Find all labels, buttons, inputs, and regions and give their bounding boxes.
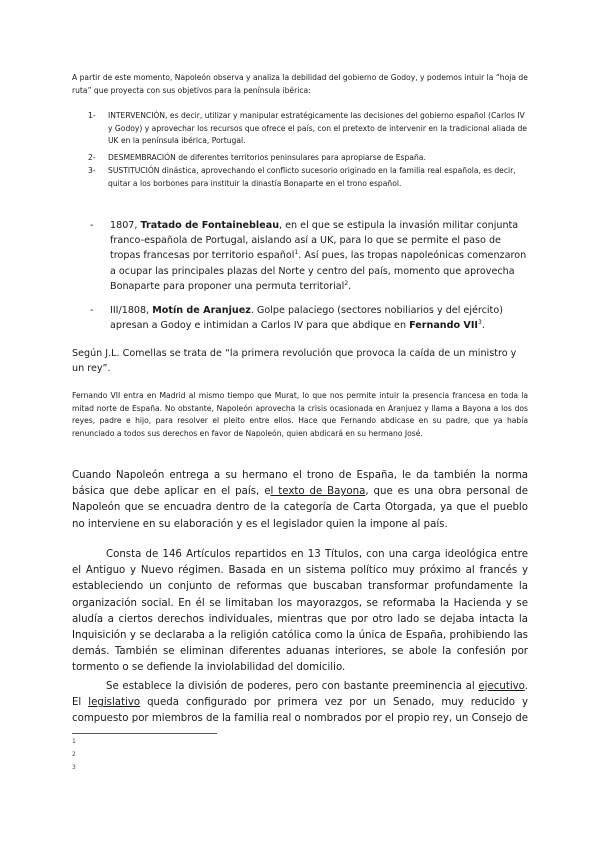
quote-paragraph: Según J.L. Comellas se trata de “la primera revolución que provoca la caída de un ministro y un rey”. [72, 348, 517, 375]
footnote-ref[interactable]: 3 [478, 319, 482, 327]
footnote-ref[interactable]: 2 [344, 279, 349, 287]
footnote-number: 1 [72, 738, 76, 745]
event-title: Tratado de Fontainebleau [140, 220, 280, 231]
bayona-link[interactable]: l texto de Bayona [270, 486, 366, 498]
footnote-separator [72, 733, 217, 734]
intro-paragraph: A partir de este momento, Napoleón observa y analiza la debilidad del gobierno de Godoy, y podemos intuir la “hoja de ruta” que proyecta con sus objetivos para la península ibérica: [72, 73, 528, 95]
ejecutivo-link[interactable]: ejecutivo [478, 681, 525, 692]
small-paragraph: Fernando VII entra en Madrid al mismo tiempo que Murat, lo que nos permite intuir la presencia francesa en toda la mitad norte de España. No obstante, Napoleón aprovecha la crisis ocasionada en Aranjuez y llama a Bayona a los dos reyes, padre e hijo, para resolver el pleito entre ellos. Hace que Fernando abdicase en su padre, que ya había renunciado a todos sus derechos en favor de Napoleón, quien abdicará en su hermano José. [72, 391, 528, 438]
event-item-fontainebleau: - 1807, Tratado de Fontainebleau, en el que se estipula la invasión militar conjunta franco-española de Portugal, aislando así a UK, para lo que se permite el paso de tropas francesas por territorio español$^1$. Así pues, las tropas napoleónicas comenzaron a ocupar las principales plazas del Norte y centro del país, momento que aprovecha Bonaparte para proponer una permuta territorial$^2$. [90, 220, 527, 292]
footnote-number: 2 [72, 751, 76, 758]
articulos-paragraph: Consta de 146 Artículos repartidos en 13 Títulos, con una carga ideológica entre el Antiguo y Nuevo régimen. Basada en un sistema político muy próximo al francés y estableciendo un conjunto de reformas que buscaban transformar profundamente la organización social. En él se limitaban los mayorazgos, se reformaba la Hacienda y se aludía a ciertos derechos individuales, mientras que por otro lado se dejaba intacta la Inquisición y se declaraba a la religión católica como la única de España, prohibiendo las demás. También se eliminan diferentes aduanas interiores, se abole la confesión por tormento o se defiende la inviolabilidad del domicilio. [72, 549, 528, 674]
event-title: Motín de Aranjuez [152, 305, 251, 316]
event-name-fernando: Fernando VII [409, 320, 478, 332]
bayona-paragraph: Cuando Napoleón entrega a su hermano el trono de España, le da también la norma básica que debe aplicar en el país, el texto de Bayona, que es una obra personal de Napoleón que se encuadra dentro de la categoría de Carta Otorgada, ya que el pueblo no interviene en su elaboración y es el legislador quien la impone al país. [72, 470, 528, 530]
poderes-paragraph: Se establece la división de poderes, pero con bastante preeminencia al ejecutivo. El legislativo queda configurado por primera vez por un Senado, muy reducido y compuesto por miembros de la familia real o nombrados por el propio rey, un Consejo de [72, 681, 528, 725]
list-item: 1- INTERVENCIÓN, es decir, utilizar y manipular estratégicamente las decisiones del gobierno español (Carlos IV y Godoy) y aprovechar los recursos que ofrece el país, con el pretexto de intervenir en la tradicional aliada de UK en la península ibérica, Portugal. [88, 111, 527, 146]
legislativo-link[interactable]: legislativo [88, 697, 141, 709]
footnote-ref[interactable]: 1 [294, 249, 299, 257]
list-item: 3- SUSTITUCIÓN dinástica, aprovechando el conflicto sucesorio originado en la familia real española, es decir, quitar a los borbones para instituir la dinastía Bonaparte en el trono español. [88, 166, 516, 188]
event-item-aranjuez: - III/1808, Motín de Aranjuez. Golpe palaciego (sectores nobiliarios y del ejército) apresan a Godoy e intimidan a Carlos IV para que abdique en Fernando VII$^3$. [90, 305, 503, 332]
footnote-number: 3 [72, 764, 76, 771]
list-item: 2- DESMEMBRACIÓN de diferentes territorios peninsulares para apropiarse de España. [88, 153, 426, 162]
